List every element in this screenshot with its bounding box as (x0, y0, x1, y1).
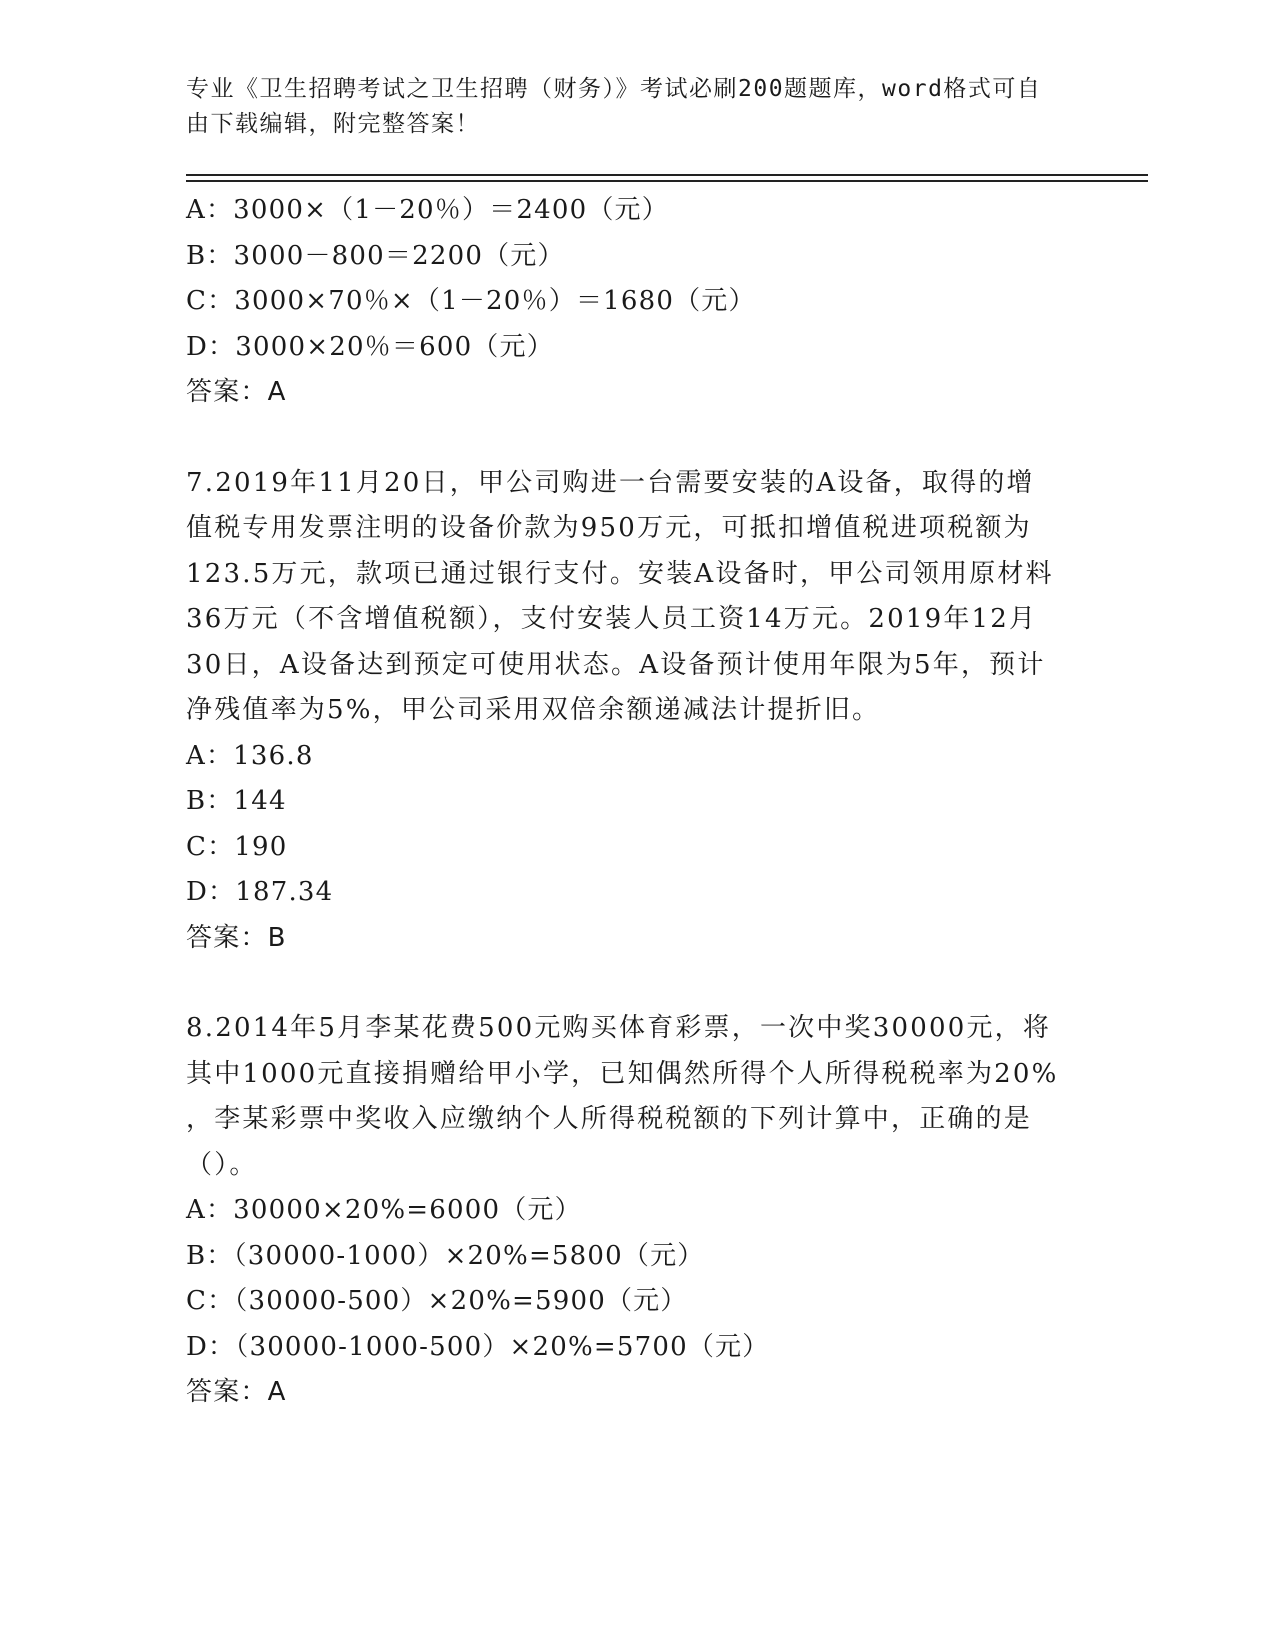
header-line: 由下载编辑，附完整答案！ (186, 111, 480, 137)
option-d: D：3000×20％＝600（元） (186, 331, 554, 362)
header-divider (186, 180, 1148, 182)
question-7-block (186, 461, 1086, 962)
option-c: C：190 (186, 831, 288, 862)
option-a: A：3000×（1－20％）＝2400（元） (186, 195, 669, 225)
stem-line: （）。 (186, 1149, 258, 1180)
stem-line: 其中1000元直接捐赠给甲小学，已知偶然所得个人所得税税率为20% (186, 1058, 1059, 1089)
header-line: 专业《卫生招聘考试之卫生招聘（财务）》考试必刷200题题库，word格式可自 (186, 76, 1042, 102)
spacer (186, 961, 1086, 1006)
stem-line: 净残值率为5%，甲公司采用双倍余额递减法计提折旧。 (186, 695, 881, 725)
stem-line: 123.5万元，款项已通过银行支付。安装A设备时，甲公司领用原材料 (186, 558, 1054, 589)
option-b: B：144 (186, 786, 287, 816)
stem-line: 36万元（不含增值税额），支付安装人员工资14万元。2019年12月 (186, 604, 1038, 634)
document-header (186, 72, 1086, 142)
question-stem (186, 1006, 1086, 1188)
stem-line: 值税专用发票注明的设备价款为950万元，可抵扣增值税进项税额为 (186, 513, 1032, 543)
question-stem (186, 461, 1086, 734)
option-a: A：136.8 (186, 740, 314, 771)
question-8-block (186, 1006, 1086, 1416)
answer: 答案：A (186, 1377, 287, 1407)
stem-line: ，李某彩票中奖收入应缴纳个人所得税税额的下列计算中，正确的是 (186, 1104, 1033, 1134)
stem-line: 8.2014年5月李某花费500元购买体育彩票，一次中奖30000元，将 (186, 1013, 1052, 1043)
option-c: C：（30000-500）×20%=5900（元） (186, 1286, 688, 1316)
option-d: D：（30000-1000-500）×20%=5700（元） (186, 1331, 770, 1362)
option-b: B：（30000-1000）×20%=5800（元） (186, 1240, 705, 1271)
stem-line: 30日，A设备达到预定可使用状态。A设备预计使用年限为5年，预计 (186, 649, 1046, 680)
answer: 答案：A (186, 377, 287, 407)
stem-line: 7.2019年11月20日，甲公司购进一台需要安装的A设备，取得的增 (186, 467, 1035, 498)
question-6-block (186, 188, 1086, 416)
document-body (186, 188, 1086, 1416)
option-d: D：187.34 (186, 877, 334, 907)
option-b: B：3000－800＝2200（元） (186, 240, 565, 271)
spacer (186, 416, 1086, 461)
option-c: C：3000×70％×（1－20％）＝1680（元） (186, 286, 756, 316)
answer: 答案：B (186, 922, 287, 953)
header-divider (186, 174, 1148, 176)
option-a: A：30000×20%=6000（元） (186, 1195, 582, 1225)
